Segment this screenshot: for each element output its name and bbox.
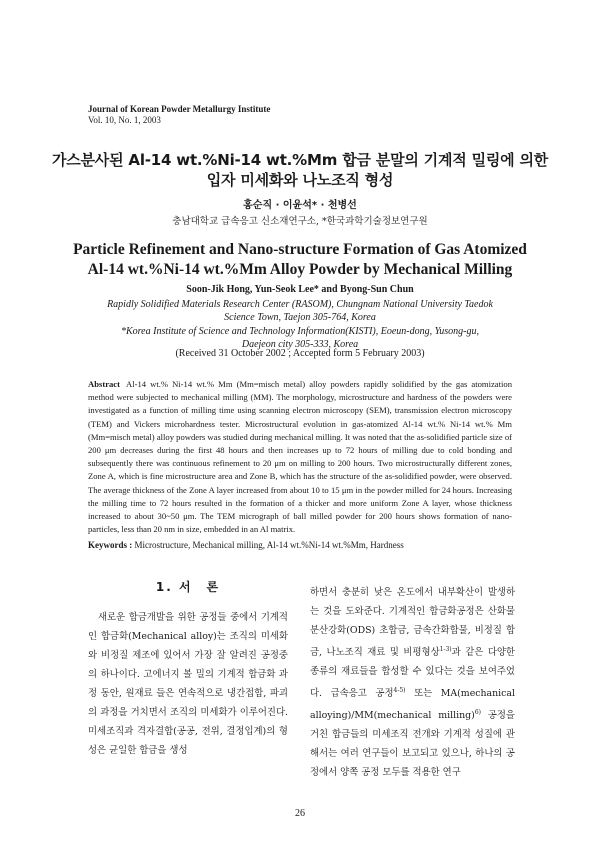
citation-3: 6) (474, 709, 481, 717)
citation-2: 4-5) (393, 687, 406, 695)
journal-volume: Vol. 10, No. 1, 2003 (88, 115, 161, 125)
english-title-line2: Al-14 wt.%Ni-14 wt.%Mm Alloy Powder by Mechanical Milling (87, 261, 513, 278)
english-affiliation-line4: Daejeon city 305-333, Korea (241, 339, 359, 350)
english-authors: Soon-Jik Hong, Yun-Seok Lee* and Byong-Sun Chun (186, 284, 414, 295)
english-title-line1: Particle Refinement and Nano-structure Formation of Gas Atomized (73, 241, 527, 258)
abstract-text: Al-14 wt.% Ni-14 wt.% Mm (Mm=misch metal) alloy powders rapidly solidified by the gas atomization method were subjected to mechanical milling (MM). The morphology, microstructure and hardness of the powders were investigated as a function of milling time using scanning electron microscopy (SEM), transmission electron microscopy (TEM) and Vickers microhardness tester. Microstructural evolution in gas-atomized Al-14 wt.% Ni-14 wt.% Mm (Mm=misch metal) alloy powders was studied during mechanical milling. It was noted that the as-solidified particle size of 200 μm decreases during the first 48 hours and then increases up to 72 hours of milling due to cold bonding and subsequently there was continuous refinement to 20 μm on milling to 200 hours. Two microstructurally different zones, Zone A, which is fine microstructure area and Zone B, which has the structure of the as-solidified powder, were observed. The average thickness of the Zone A layer increased from about 10 to 15 μm in the powder milled for 24 hours. Increasing the milling time to 72 hours resulted in the formation of a thicker and more uniform Zone A layer, whose thickness increased to about 30~50 μm. The TEM micrograph of ball milled powder for 200 hours shows formation of nano-particles, less than 20 nm in size, embedded in an Al matrix. (88, 379, 512, 535)
korean-title-line1: 가스분사된 Al-14 wt.%Ni-14 wt.%Mm 합금 분말의 기계적 밀링에 의한 (51, 151, 549, 169)
page-number: 26 (295, 808, 305, 819)
journal-name: Journal of Korean Powder Metallurgy Institute (88, 104, 271, 114)
right-text-b: 과 같은 다양한 종류의 재료들을 합성할 수 있다는 것을 보여주었다. 급속응고 공정 (310, 647, 515, 700)
korean-title-line2: 입자 미세화와 나노조직 형성 (206, 171, 394, 189)
keywords-text: Microstructure, Mechanical milling, Al-14 wt.%Ni-14 wt.%Mm, Hardness (132, 540, 404, 550)
english-affiliation-line3: *Korea Institute of Science and Technology Information(KISTI), Eoeun-dong, Yusong-gu, (120, 326, 480, 337)
korean-authors: 홍순직 · 이윤석* · 천병선 (243, 200, 357, 211)
right-text-a: 하면서 충분히 낮은 온도에서 내부확산이 발생하는 것을 도와준다. 기계적인 합금화공정은 산화물분산강화(ODS) 초합금, 금속간화합물, 비정질 합금, 나노조직 재료 및 비평형상 (310, 587, 515, 659)
abstract (88, 378, 512, 536)
abstract-label: Abstract (88, 379, 120, 389)
keywords (88, 540, 512, 550)
english-affiliation-line2: Science Town, Taejon 305-764, Korea (224, 312, 376, 323)
keywords-label: Keywords : (88, 540, 133, 550)
section-heading: 1. 서 론 (155, 580, 221, 594)
body-right-column (310, 583, 515, 782)
english-affiliation-line1: Rapidly Solidified Materials Research Center (RASOM), Chungnam National University Taedok (107, 299, 493, 310)
right-text-d: 공정을 거친 합금들의 미세조직 전개와 기계적 성질에 관해서는 여러 연구들이 보고되고 있으나, 하나의 공정에서 양쪽 공정 모두를 적용한 연구 (310, 710, 515, 779)
citation-1: 1-3) (439, 646, 452, 653)
korean-affiliation: 충남대학교 급속응고 신소재연구소, *한국과학기술정보연구원 (172, 216, 428, 227)
body-left-column: 새로운 합금개발을 위한 공정들 중에서 기계적인 합금화(Mechanical alloy)는 조직의 미세화와 비정질 제조에 있어서 가장 잘 알려진 공정중의 하나이다. 고에너지 볼 밀의 기계적 합금화 과정 동안, 원재료 들은 연속적으로 냉간접합, 파괴의 과정을 거치면서 조직의 미세화가 이루어진다. 미세조직과 격자결합(공공, 전위, 결정입계)의 형성은 균일한 합금을 생성 (88, 612, 288, 756)
received-dates: (Received 31 October 2002 ; Accepted form 5 February 2003) (175, 348, 425, 359)
right-text-c: 또는 MA(mechanical alloying)/MM(mechanical milling) (310, 688, 515, 722)
